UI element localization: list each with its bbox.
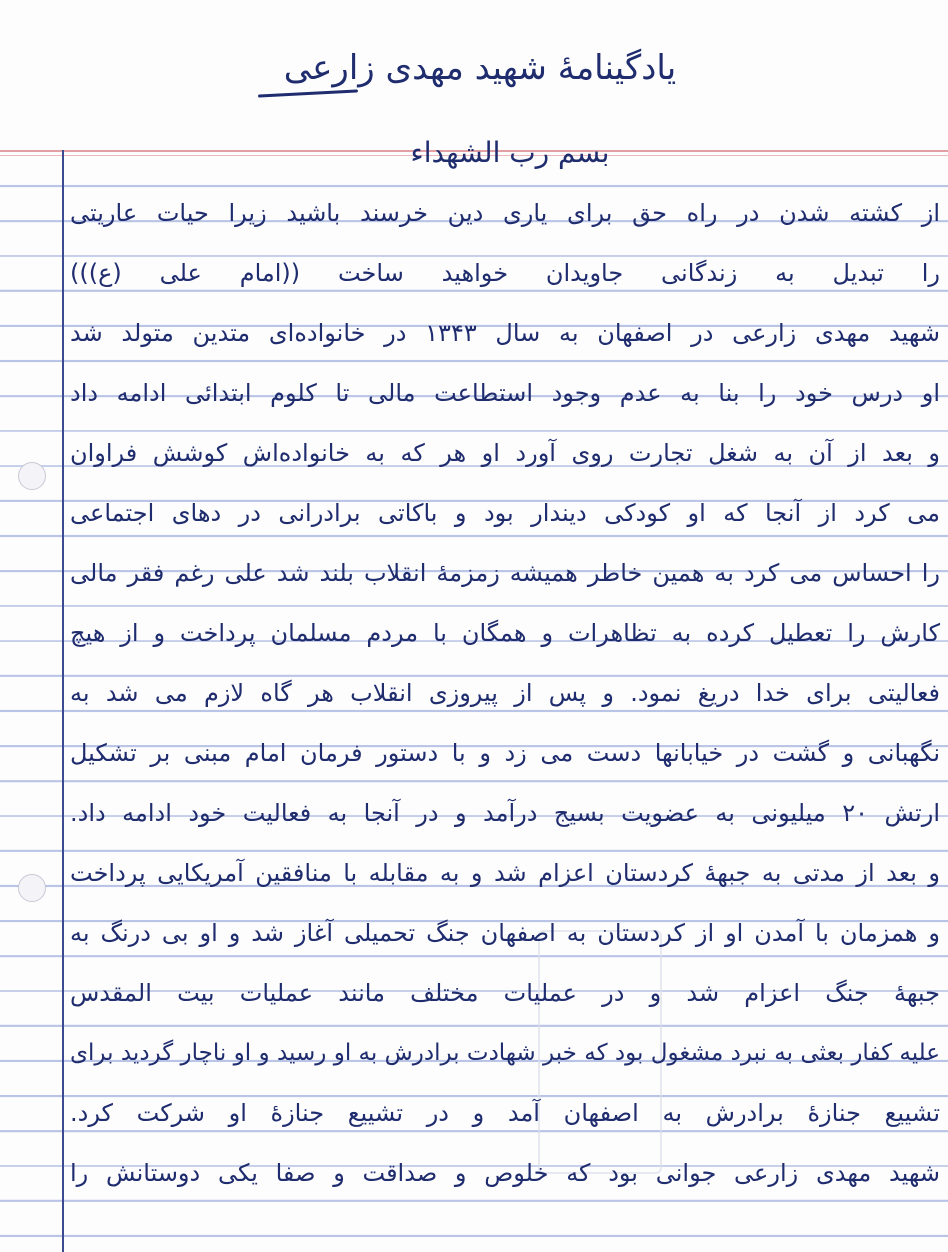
text-line: را تبدیل به زندگانی جاویدان خواهید ساخت ((امام علی (ع)))	[70, 259, 940, 287]
page-title: یادگینامهٔ شهید مهدی زارعی	[283, 48, 677, 88]
basmala-heading: بسم رب الشهداء	[410, 136, 610, 169]
text-line: تشییع جنازهٔ برادرش به اصفهان آمد و در تشییع جنازهٔ او شرکت کرد.	[70, 1099, 940, 1127]
text-line: می کرد از آنجا که او کودکی دیندار بود و باکاتی برادرانی در دهای اجتماعی	[70, 499, 940, 527]
punch-hole-icon	[18, 462, 46, 490]
text-line: را احساس می کرد به همین خاطر همیشه زمزمهٔ انقلاب بلند شد علی رغم فقر مالی	[70, 559, 940, 587]
punch-hole-icon	[18, 874, 46, 902]
text-line: و بعد از آن به شغل تجارت روی آورد او هر که به خانواده‌اش کوشش فراوان	[70, 439, 940, 467]
text-line: ارتش ۲۰ میلیونی به عضویت بسیج درآمد و در آنجا به فعالیت خود ادامه داد.	[70, 799, 940, 827]
text-line: شهید مهدی زارعی جوانی بود که خلوص و صداقت و صفا یکی دوستانش را	[70, 1159, 940, 1187]
text-line: از کشته شدن در راه حق برای یاری دین خرسند باشید زیرا حیات عاریتی	[70, 199, 940, 227]
text-line: و بعد از مدتی به جبههٔ کردستان اعزام شد و به مقابله با منافقین آمریکایی پرداخت	[70, 859, 940, 887]
text-line: و همزمان با آمدن او از کردستان به اصفهان جنگ تحمیلی آغاز شد و او بی درنگ به	[70, 919, 940, 947]
text-line: فعالیتی برای خدا دریغ نمود. و پس از پیروزی انقلاب هر گاه لازم می شد به	[70, 679, 940, 707]
text-line: او درس خود را بنا به عدم وجود استطاعت مالی تا کلوم ابتدائی ادامه داد	[70, 379, 940, 407]
text-line: نگهبانی و گشت در خیابانها دست می زد و با دستور فرمان امام مبنی بر تشکیل	[70, 739, 940, 767]
text-line: جبههٔ جنگ اعزام شد و در عملیات مختلف مانند عملیات بیت المقدس	[70, 979, 940, 1007]
text-line: علیه کفار بعثی به نبرد مشغول بود که خبر شهادت برادرش به او رسید و او ناچار گردید برای	[70, 1040, 940, 1066]
text-line: شهید مهدی زارعی در اصفهان به سال ۱۳۴۳ در خانواده‌ای متدین متولد شد	[70, 319, 940, 347]
text-line: کارش را تعطیل کرده به تظاهرات و همگان با مردم مسلمان پرداخت و از هیچ	[70, 619, 940, 647]
left-ink-margin-line	[62, 150, 64, 1252]
